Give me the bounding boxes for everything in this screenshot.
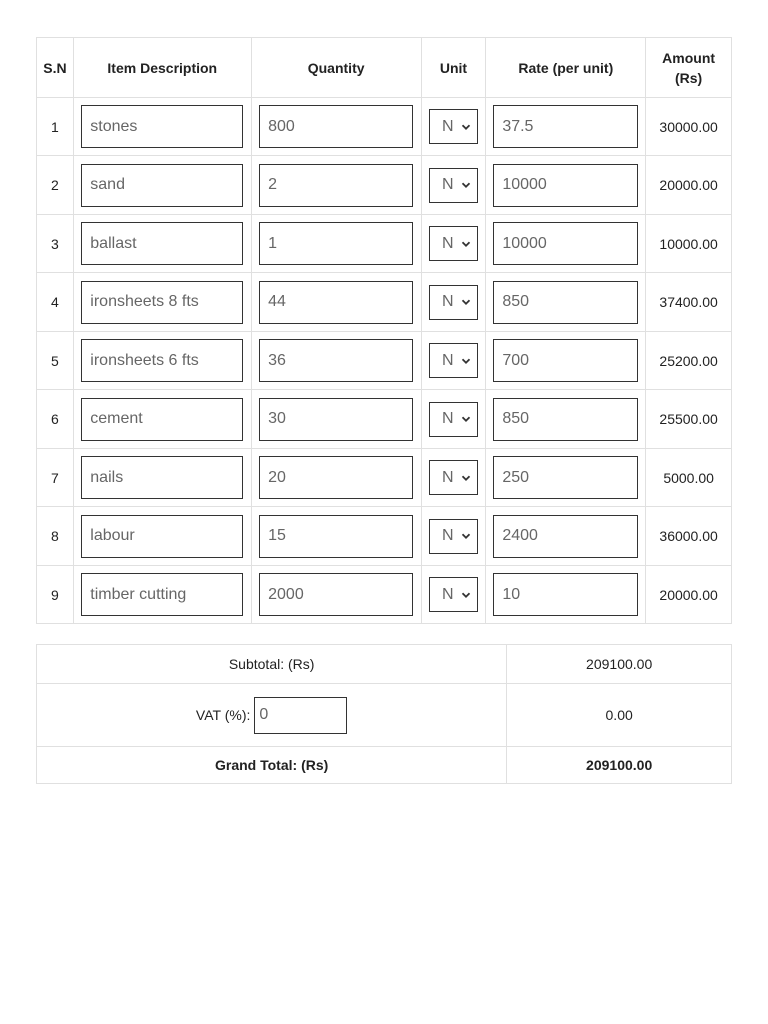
- row-sn: 9: [37, 566, 74, 624]
- table-header-row: [37, 38, 732, 98]
- header-amount: [646, 38, 732, 98]
- table-row: [37, 156, 732, 215]
- row-rate-cell: [486, 98, 646, 156]
- item-description-input[interactable]: [81, 573, 243, 616]
- table-row: [37, 566, 732, 624]
- row-quantity-cell: [251, 215, 421, 273]
- vat-row: [37, 684, 732, 747]
- item-description-input[interactable]: [81, 398, 243, 441]
- row-sn: 7: [37, 449, 74, 507]
- header-quantity: Quantity: [251, 38, 421, 98]
- unit-selected-value: N: [441, 585, 454, 603]
- row-description-cell: [73, 273, 251, 332]
- vat-label-cell: [37, 684, 507, 747]
- table-row: [37, 215, 732, 273]
- unit-selected-value: N: [441, 234, 454, 252]
- items-table: [36, 37, 732, 624]
- quantity-input[interactable]: [259, 573, 413, 616]
- chevron-down-icon: [461, 590, 471, 600]
- row-unit-cell: [421, 507, 486, 566]
- rate-input[interactable]: [493, 222, 638, 265]
- quantity-input[interactable]: [259, 281, 413, 324]
- header-amount-label: Amount: [662, 49, 716, 66]
- grand-total-row: [37, 747, 732, 784]
- row-amount: 20000.00: [646, 156, 732, 215]
- rate-input[interactable]: [493, 573, 638, 616]
- row-description-cell: [73, 332, 251, 390]
- chevron-down-icon: [461, 356, 471, 366]
- header-amount-currency: (Rs): [675, 69, 703, 86]
- unit-select[interactable]: [429, 343, 478, 378]
- rate-input[interactable]: [493, 281, 638, 324]
- item-description-input[interactable]: [81, 339, 243, 382]
- item-description-input[interactable]: [81, 222, 243, 265]
- table-row: [37, 98, 732, 156]
- unit-selected-value: N: [441, 527, 454, 544]
- subtotal-label: Subtotal: (Rs): [37, 645, 507, 684]
- unit-selected-value: N: [441, 468, 454, 486]
- table-row: [37, 449, 732, 507]
- unit-select[interactable]: [429, 285, 478, 320]
- row-unit-cell: [421, 449, 486, 507]
- row-rate-cell: [486, 273, 646, 332]
- unit-select[interactable]: [429, 460, 478, 495]
- vat-input[interactable]: [254, 697, 347, 734]
- totals-table: [36, 644, 732, 784]
- row-quantity-cell: [251, 507, 421, 566]
- row-amount: 25500.00: [646, 390, 732, 449]
- table-row: [37, 390, 732, 449]
- unit-selected-value: N: [441, 117, 454, 135]
- row-description-cell: [73, 390, 251, 449]
- row-amount: 20000.00: [646, 566, 732, 624]
- row-unit-cell: [421, 566, 486, 624]
- item-description-input[interactable]: [81, 281, 243, 324]
- row-quantity-cell: [251, 273, 421, 332]
- row-quantity-cell: [251, 390, 421, 449]
- row-sn: 3: [37, 215, 74, 273]
- chevron-down-icon: [461, 297, 471, 307]
- row-description-cell: [73, 507, 251, 566]
- row-unit-cell: [421, 98, 486, 156]
- unit-select[interactable]: [429, 519, 478, 554]
- quantity-input[interactable]: [259, 222, 413, 265]
- unit-selected-value: N: [441, 293, 454, 310]
- rate-input[interactable]: [493, 105, 638, 148]
- row-amount: 36000.00: [646, 507, 732, 566]
- unit-select[interactable]: [429, 402, 478, 437]
- item-description-input[interactable]: [81, 105, 243, 148]
- row-unit-cell: [421, 273, 486, 332]
- row-amount: 37400.00: [646, 273, 732, 332]
- unit-selected-value: N: [441, 351, 454, 369]
- quantity-input[interactable]: [259, 105, 413, 148]
- rate-input[interactable]: [493, 515, 638, 558]
- row-amount: 5000.00: [646, 449, 732, 507]
- row-unit-cell: [421, 156, 486, 215]
- quantity-input[interactable]: [259, 456, 413, 499]
- row-quantity-cell: [251, 98, 421, 156]
- row-description-cell: [73, 156, 251, 215]
- row-sn: 5: [37, 332, 74, 390]
- row-amount: 30000.00: [646, 98, 732, 156]
- vat-value: 0.00: [507, 684, 732, 747]
- chevron-down-icon: [461, 414, 471, 424]
- item-description-input[interactable]: [81, 164, 243, 207]
- row-sn: 8: [37, 507, 74, 566]
- table-row: [37, 332, 732, 390]
- row-quantity-cell: [251, 332, 421, 390]
- rate-input[interactable]: [493, 456, 638, 499]
- chevron-down-icon: [461, 122, 471, 132]
- unit-selected-value: N: [441, 176, 454, 193]
- item-description-input[interactable]: [81, 515, 243, 558]
- row-rate-cell: [486, 566, 646, 624]
- header-unit: Unit: [421, 38, 486, 98]
- row-rate-cell: [486, 449, 646, 507]
- table-row: [37, 507, 732, 566]
- header-sn: S.N: [37, 38, 74, 98]
- subtotal-row: [37, 645, 732, 684]
- row-description-cell: [73, 98, 251, 156]
- item-description-input[interactable]: [81, 456, 243, 499]
- unit-selected-value: N: [441, 410, 454, 427]
- row-quantity-cell: [251, 449, 421, 507]
- unit-select[interactable]: [429, 226, 478, 261]
- row-rate-cell: [486, 332, 646, 390]
- row-amount: 10000.00: [646, 215, 732, 273]
- chevron-down-icon: [461, 239, 471, 249]
- rate-input[interactable]: [493, 398, 638, 441]
- row-sn: 4: [37, 273, 74, 332]
- chevron-down-icon: [461, 180, 471, 190]
- unit-select[interactable]: [429, 168, 478, 203]
- vat-label: VAT (%):: [195, 707, 251, 723]
- row-quantity-cell: [251, 156, 421, 215]
- row-description-cell: [73, 449, 251, 507]
- row-unit-cell: [421, 332, 486, 390]
- row-rate-cell: [486, 215, 646, 273]
- row-description-cell: [73, 566, 251, 624]
- rate-input[interactable]: [493, 339, 638, 382]
- row-sn: 2: [37, 156, 74, 215]
- row-sn: 1: [37, 98, 74, 156]
- quantity-input[interactable]: [259, 515, 413, 558]
- row-quantity-cell: [251, 566, 421, 624]
- row-sn: 6: [37, 390, 74, 449]
- row-description-cell: [73, 215, 251, 273]
- unit-select[interactable]: [429, 577, 478, 612]
- row-unit-cell: [421, 215, 486, 273]
- chevron-down-icon: [461, 473, 471, 483]
- quantity-input[interactable]: [259, 164, 413, 207]
- subtotal-value: 209100.00: [507, 645, 732, 684]
- row-rate-cell: [486, 390, 646, 449]
- row-amount: 25200.00: [646, 332, 732, 390]
- row-unit-cell: [421, 390, 486, 449]
- header-rate: Rate (per unit): [486, 38, 646, 98]
- grand-total-label: Grand Total: (Rs): [37, 747, 507, 784]
- row-rate-cell: [486, 156, 646, 215]
- row-rate-cell: [486, 507, 646, 566]
- chevron-down-icon: [461, 531, 471, 541]
- table-row: [37, 273, 732, 332]
- quantity-input[interactable]: [259, 339, 413, 382]
- rate-input[interactable]: [493, 164, 638, 207]
- header-item-description: Item Description: [73, 38, 251, 98]
- quantity-input[interactable]: [259, 398, 413, 441]
- unit-select[interactable]: [429, 109, 478, 144]
- grand-total-value: 209100.00: [507, 747, 732, 784]
